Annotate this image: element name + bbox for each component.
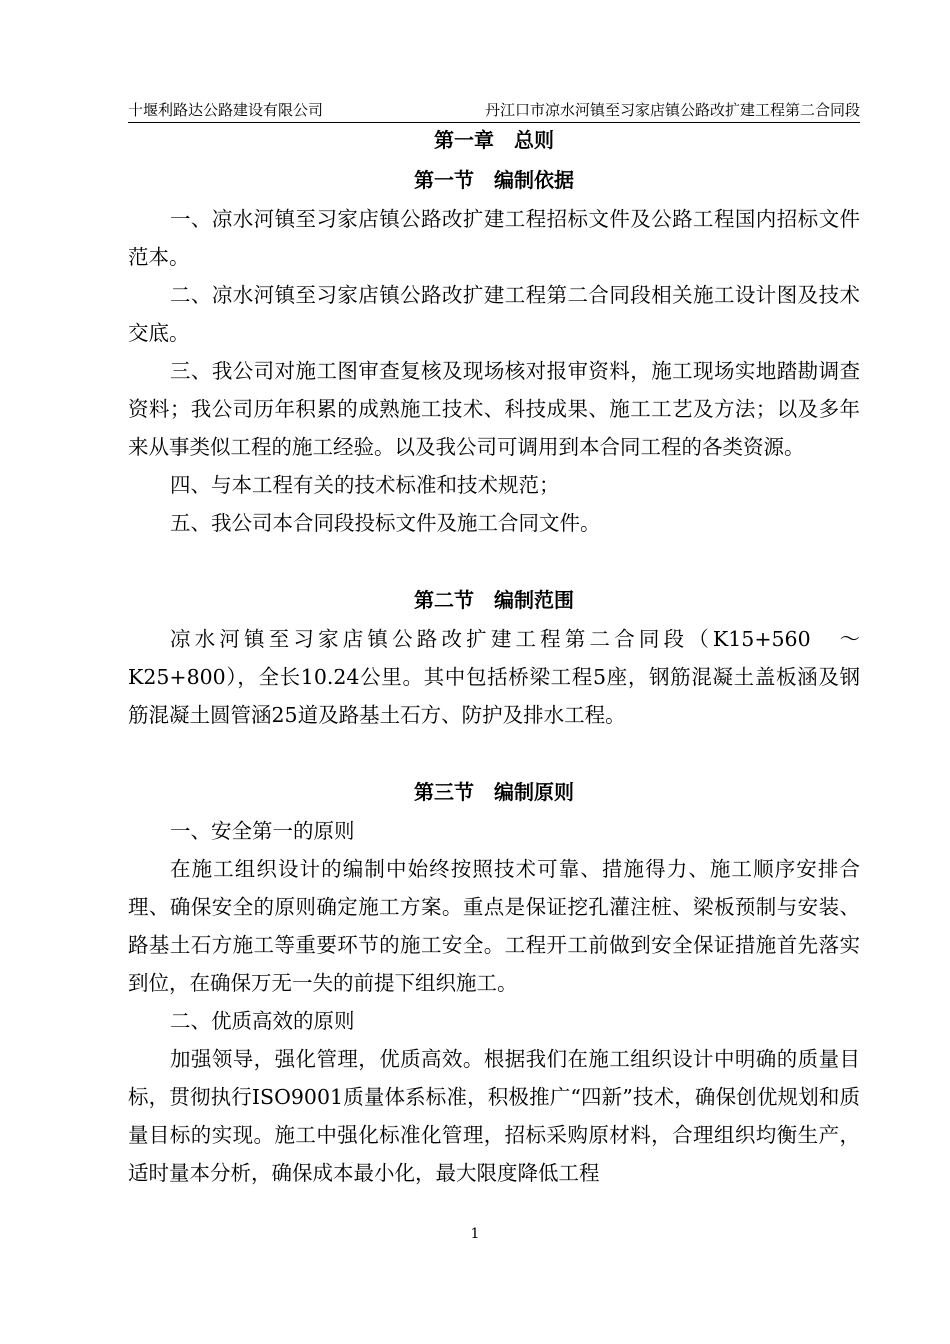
- chapter-title: 第一章 总则: [434, 128, 554, 152]
- paragraph: 二、凉水河镇至习家店镇公路改扩建工程第二合同段相关施工设计图及技术交底。: [128, 283, 860, 345]
- header-project: 丹江口市凉水河镇至习家店镇公路改扩建工程第二合同段: [484, 101, 860, 119]
- paragraph: 五、我公司本合同段投标文件及施工合同文件。: [170, 511, 601, 535]
- blank-line: [128, 734, 860, 772]
- paragraph: 凉水河镇至习家店镇公路改扩建工程第二合同段（K15+560 ～K25+800），全长10.24公里。其中包括桥梁工程5座，钢筋混凝土盖板涵及钢筋混凝土圆管涵25道及路基土石方、防护及排水工程。: [128, 627, 860, 727]
- section-title: 第一节 编制依据: [414, 168, 574, 192]
- paragraph: 四、与本工程有关的技术标准和技术规范；: [170, 473, 560, 497]
- paragraph: 加强领导，强化管理，优质高效。根据我们在施工组织设计中明确的质量目标，贯彻执行ISO9001质量体系标准，积极推广“四新”技术，确保创优规划和质量目标的实现。施工中强化标准化管理，招标采购原材料，合理组织均衡生产，适时量本分析，确保成本最小化，最大限度降低工程: [128, 1047, 860, 1185]
- paragraph: 二、优质高效的原则: [170, 1009, 355, 1033]
- section-title: 第三节 编制原则: [414, 780, 574, 804]
- page-number: 1: [470, 1226, 480, 1242]
- paragraph: 一、凉水河镇至习家店镇公路改扩建工程招标文件及公路工程国内招标文件范本。: [128, 207, 860, 269]
- section-title: 第二节 编制范围: [414, 588, 574, 612]
- document-body: [128, 120, 860, 1192]
- paragraph: 三、我公司对施工图审查复核及现场核对报审资料，施工现场实地踏勘调查资料；我公司历年积累的成熟施工技术、科技成果、施工工艺及方法；以及多年来从事类似工程的施工经验。以及我公司可调用到本合同工程的各类资源。: [128, 359, 860, 459]
- paragraph: 一、安全第一的原则: [170, 819, 355, 843]
- paragraph: 在施工组织设计的编制中始终按照技术可靠、措施得力、施工顺序安排合理、确保安全的原则确定施工方案。重点是保证挖孔灌注桩、梁板预制与安装、路基土石方施工等重要环节的施工安全。工程开工前做到安全保证措施首先落实到位，在确保万无一失的前提下组织施工。: [128, 857, 860, 995]
- header-company: 十堰利路达公路建设有限公司: [128, 101, 324, 119]
- blank-line: [128, 542, 860, 580]
